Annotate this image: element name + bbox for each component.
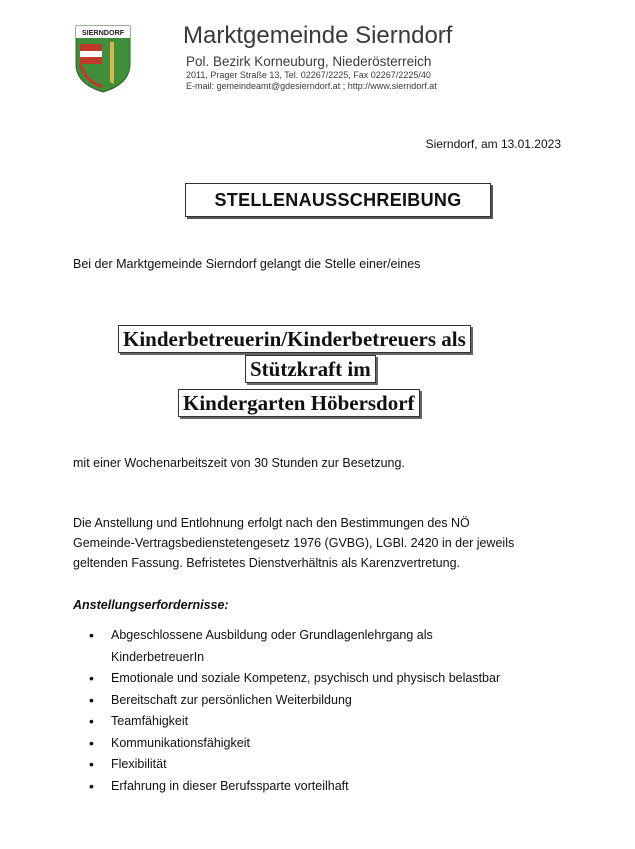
municipal-crest-logo <box>74 24 132 94</box>
terms-line: Die Anstellung und Entlohnung erfolgt nach den Bestimmungen des NÖ <box>73 516 470 530</box>
contact-line: E-mail: gemeindeamt@gdesierndorf.at ; http://www.sierndorf.at <box>186 81 437 91</box>
terms-line: geltenden Fassung. Befristetes Dienstverhältnis als Karenzvertretung. <box>73 556 461 570</box>
document-heading-text: STELLENAUSSCHREIBUNG <box>214 189 462 210</box>
date-line: Sierndorf, am 13.01.2023 <box>425 137 561 151</box>
requirement-item: KinderbetreuerIn <box>111 649 205 664</box>
requirement-item: • Bereitschaft zur persönlichen Weiterbildung <box>89 690 500 712</box>
position-title-line-1: Kinderbetreuerin/Kinderbetreuers als <box>118 325 471 353</box>
position-title-line-2: Stützkraft im <box>245 355 376 383</box>
intro-text: Bei der Marktgemeinde Sierndorf gelangt die Stelle einer/eines <box>73 257 421 271</box>
requirements-title: Anstellungserfordernisse: <box>73 598 229 612</box>
working-hours-text: mit einer Wochenarbeitszeit von 30 Stunden zur Besetzung. <box>73 456 405 470</box>
requirement-item: • Abgeschlossene Ausbildung oder Grundlagenlehrgang als <box>89 625 500 647</box>
document-heading <box>185 183 491 217</box>
requirement-item: • Emotionale und soziale Kompetenz, psychisch und physisch belastbar <box>89 668 500 690</box>
address-line: 2011, Prager Straße 13, Tel. 02267/2225, Fax 02267/2225/40 <box>186 70 431 80</box>
position-title-line-3: Kindergarten Höbersdorf <box>178 389 420 417</box>
district-line: Pol. Bezirk Korneuburg, Niederösterreich <box>186 54 432 69</box>
municipality-name: Marktgemeinde Sierndorf <box>183 22 453 49</box>
requirements-list <box>89 625 500 797</box>
terms-line: Gemeinde-Vertragsbedienstetengesetz 1976 (GVBG), LGBl. 2420 in der jeweils <box>73 536 515 550</box>
requirement-item: • Flexibilität <box>89 754 500 776</box>
svg-text:SIERNDORF: SIERNDORF <box>81 28 125 37</box>
requirement-item: • Teamfähigkeit <box>89 711 500 733</box>
employment-terms <box>73 513 573 573</box>
requirement-item: • Kommunikationsfähigkeit <box>89 733 500 755</box>
requirement-item: • Erfahrung in dieser Berufssparte vorteilhaft <box>89 776 500 798</box>
